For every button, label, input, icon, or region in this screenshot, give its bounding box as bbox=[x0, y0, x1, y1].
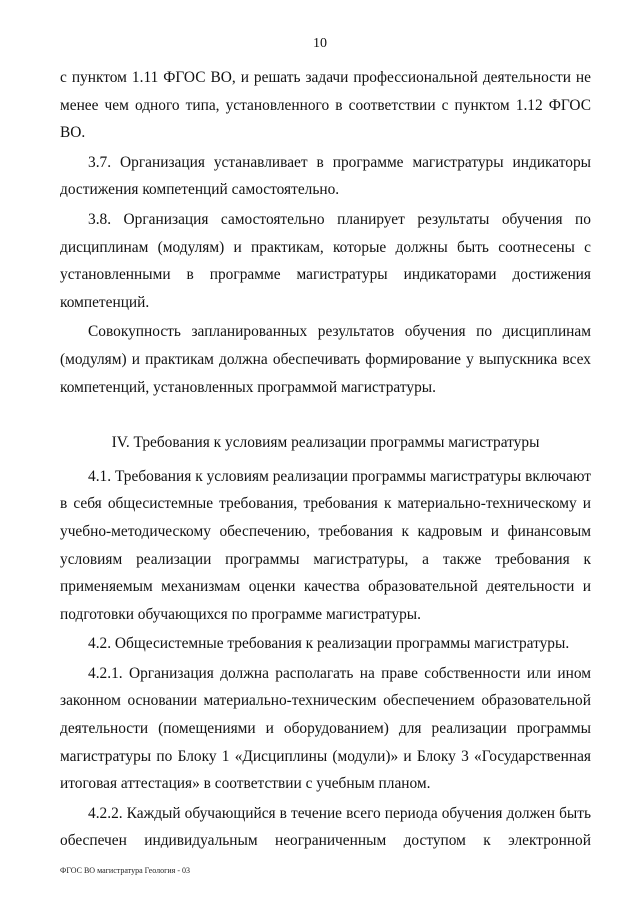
paragraph-3-8: 3.8. Организация самостоятельно планирует результаты обучения по дисциплинам (модулям) и практикам, которые должны быть соотнесены с установленными в программе магистратуры индикаторами достижения компетенций. bbox=[60, 210, 591, 311]
paragraph-4-2-1: 4.2.1. Организация должна располагать на праве собственности или ином законном основании материально-техническим обеспечением образовательной деятельности (помещениями и оборудованием) для реализации программы магистратуры по Блоку 1 «Дисциплины (модули)» и Блоку 3 «Государственная итоговая аттестация» в соответствии с учебным планом. bbox=[60, 664, 591, 793]
paragraph-learning-outcomes: Совокупность запланированных результатов обучения по дисциплинам (модулям) и практикам должна обеспечивать формирование у выпускника всех компетенций, установленных программой магистратуры. bbox=[60, 323, 591, 396]
section-heading: IV. Требования к условиям реализации программы магистратуры bbox=[111, 434, 540, 452]
paragraph-4-2: 4.2. Общесистемные требования к реализации программы магистратуры. bbox=[88, 635, 570, 653]
page-body bbox=[60, 64, 591, 855]
paragraph-4-2-2: 4.2.2. Каждый обучающийся в течение всего периода обучения должен быть обеспечен индивидуальным неограниченным доступом к электронной bbox=[60, 804, 591, 850]
document-footer: ФГОС ВО магистратура Геология - 03 bbox=[60, 866, 190, 875]
page-number: 10 bbox=[313, 36, 327, 51]
paragraph-4-1: 4.1. Требования к условиям реализации программы магистратуры включают в себя общесистемные требования, требования к материально-техническому и учебно-методическому обеспечению, требования к кадровым и финансовым условиям реализации программы магистратуры, а также требования к применяемым механизмам оценки качества образовательной деятельности и подготовки обучающихся по программе магистратуры. bbox=[60, 467, 591, 623]
paragraph-continuation: с пунктом 1.11 ФГОС ВО, и решать задачи профессиональной деятельности не менее чем одного типа, установленного в соответствии с пунктом 1.12 ФГОС ВО. bbox=[60, 69, 591, 142]
paragraph-3-7: 3.7. Организация устанавливает в программе магистратуры индикаторы достижения компетенций самостоятельно. bbox=[60, 153, 591, 199]
